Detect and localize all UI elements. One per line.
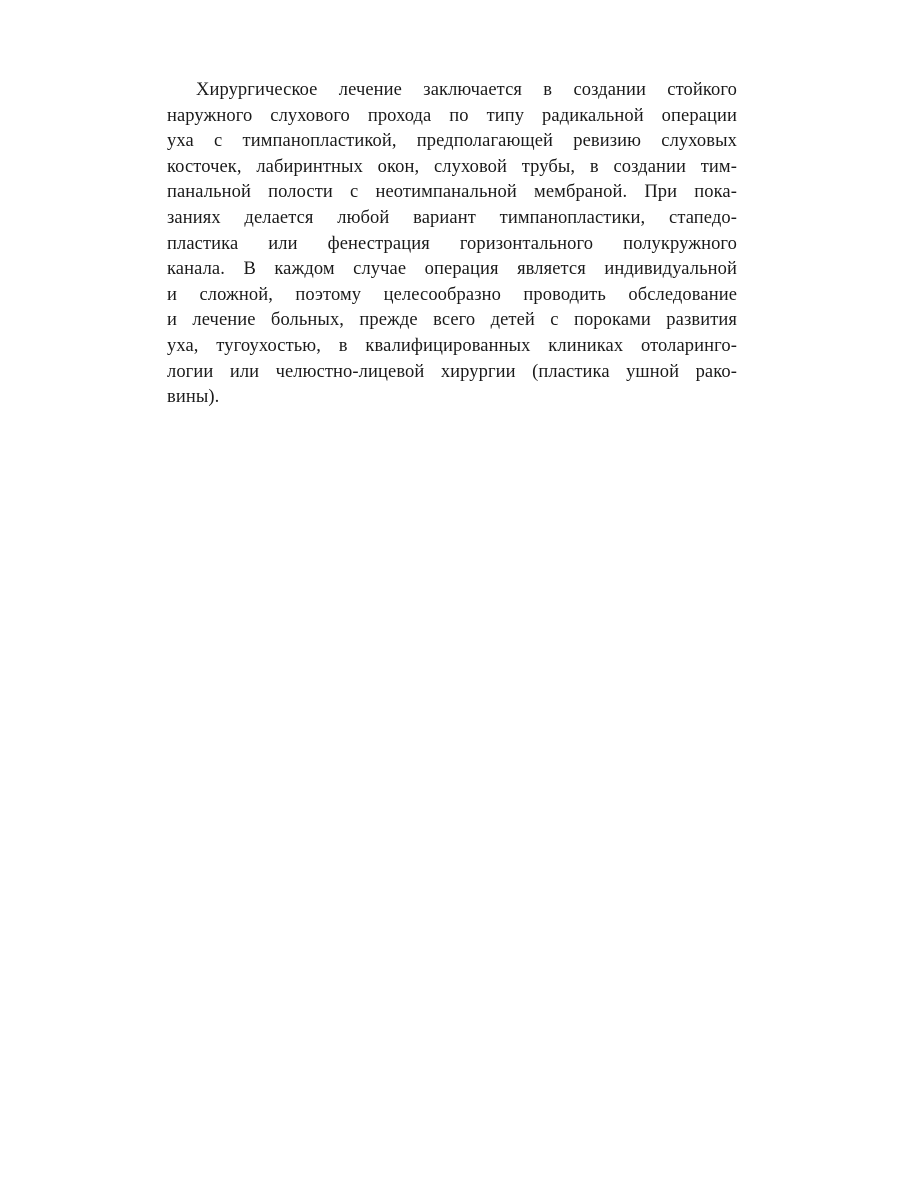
paragraph-line-4: косточек, лабиринтных окон, слуховой трубы, в создании тим- [167, 156, 737, 177]
paragraph-line-6: заниях делается любой вариант тимпанопластики, стапедо- [167, 207, 737, 228]
paragraph-line-11: уха, тугоухостью, в квалифицированных клиниках отоларинго- [167, 335, 737, 356]
paragraph-line-9: и сложной, поэтому целесообразно проводить обследование [167, 284, 737, 305]
paragraph-line-1: Хирургическое лечение заключается в создании стойкого [196, 80, 737, 100]
paragraph-line-3: уха с тимпанопластикой, предполагающей ревизию слуховых [167, 131, 737, 152]
paragraph-line-13: вины). [167, 387, 220, 408]
paragraph-line-5: панальной полости с неотимпанальной мембраной. При пока- [167, 182, 737, 203]
body-paragraph [167, 78, 737, 411]
paragraph-line-7: пластика или фенестрация горизонтального полукружного [167, 233, 737, 254]
paragraph-line-8: канала. В каждом случае операция является индивидуальной [167, 259, 737, 280]
paragraph-line-2: наружного слухового прохода по типу радикальной операции [167, 105, 737, 126]
paragraph-line-12: логии или челюстно-лицевой хирургии (пластика ушной рако- [167, 361, 737, 382]
paragraph-line-10: и лечение больных, прежде всего детей с пороками развития [167, 310, 737, 331]
